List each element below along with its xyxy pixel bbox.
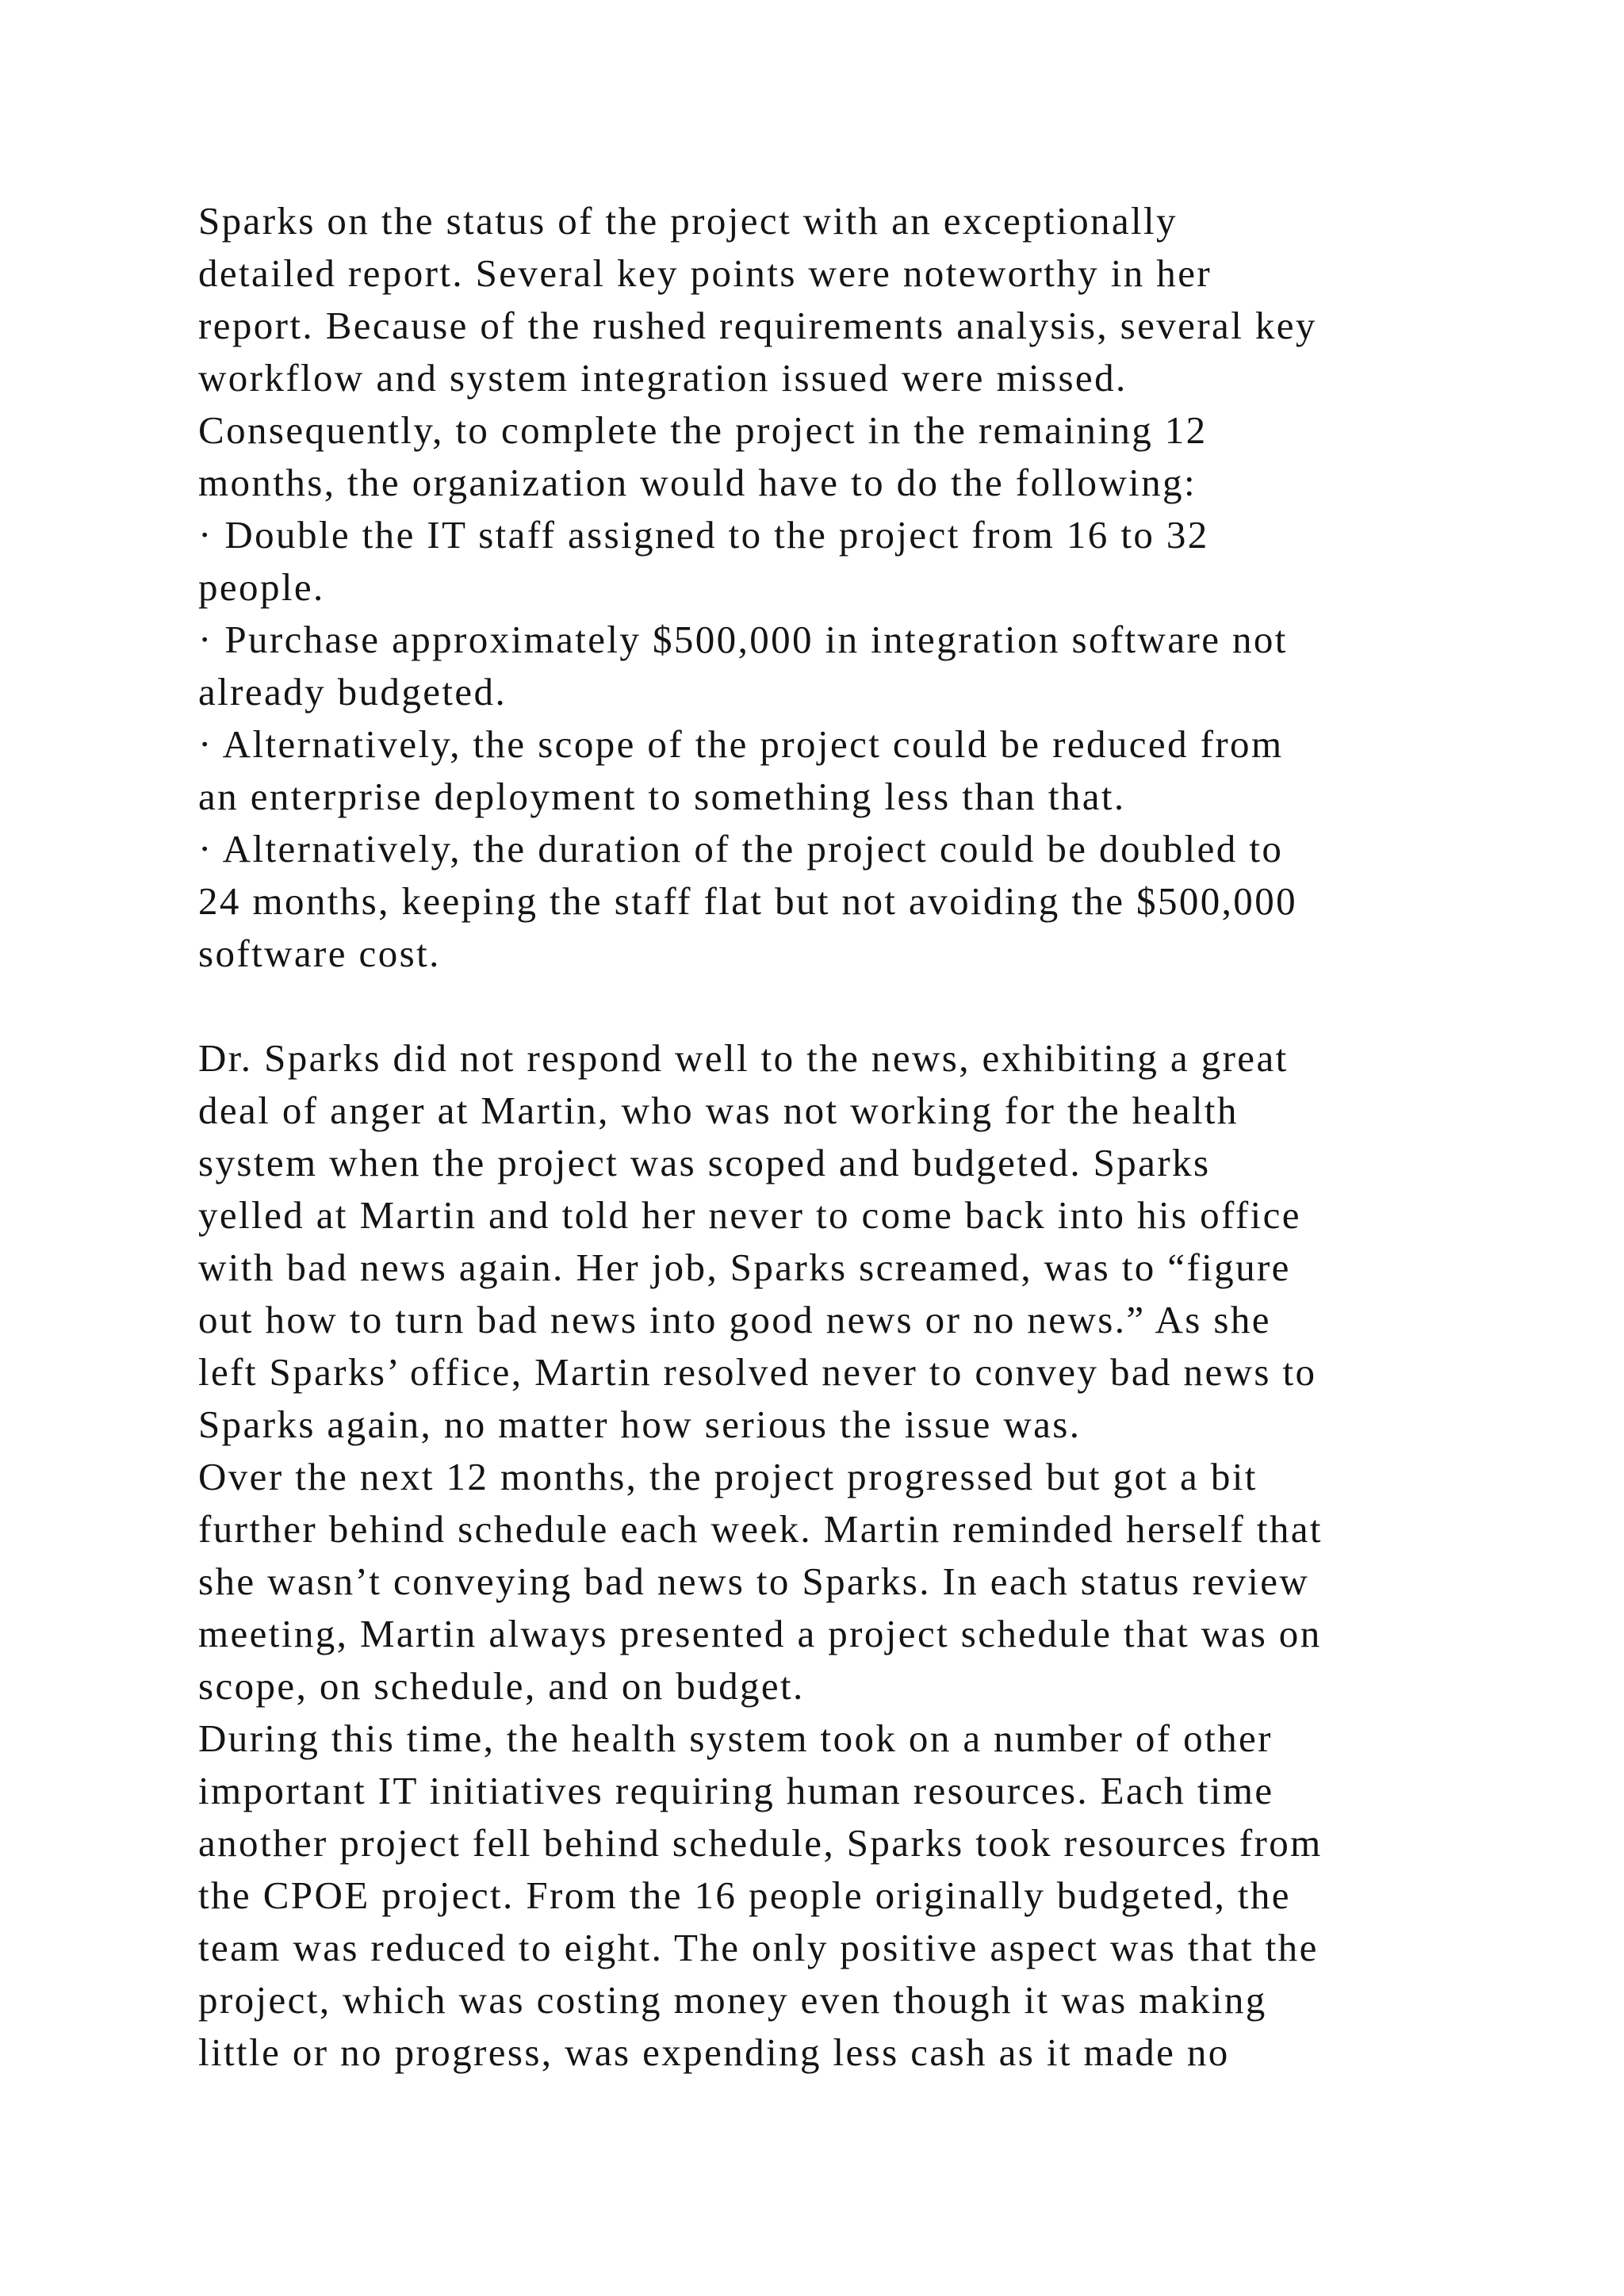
text-line: the CPOE project. From the 16 people originally budgeted, the	[198, 1873, 1291, 1917]
bullet-list	[198, 509, 1467, 980]
document-body	[198, 195, 1467, 2079]
text-line: left Sparks’ office, Martin resolved never to convey bad news to	[198, 1350, 1317, 1394]
text-line: During this time, the health system took on a number of other	[198, 1716, 1273, 1760]
bullet-item-reduce-scope	[198, 718, 1467, 823]
text-line: · Alternatively, the scope of the project could be reduced from	[198, 722, 1284, 766]
text-line: · Purchase approximately $500,000 in integration software not	[198, 618, 1288, 661]
text-line: already budgeted.	[198, 670, 508, 714]
text-line: with bad news again. Her job, Sparks screamed, was to “figure	[198, 1246, 1291, 1289]
text-line: 24 months, keeping the staff flat but not avoiding the $500,000	[198, 879, 1298, 923]
text-line: software cost.	[198, 932, 441, 975]
text-line: months, the organization would have to do the following:	[198, 461, 1197, 504]
text-line: further behind schedule each week. Martin reminded herself that	[198, 1507, 1323, 1551]
text-line: Sparks on the status of the project with an exceptionally	[198, 199, 1178, 243]
paragraph-other-initiatives	[198, 1712, 1467, 2079]
text-line: yelled at Martin and told her never to come back into his office	[198, 1193, 1301, 1237]
paragraph-sparks-reaction	[198, 1032, 1467, 1451]
text-line: report. Because of the rushed requirements analysis, several key	[198, 304, 1317, 347]
text-line: scope, on schedule, and on budget.	[198, 1664, 805, 1708]
text-line: project, which was costing money even though it was making	[198, 1978, 1267, 2022]
text-line: · Alternatively, the duration of the project could be doubled to	[198, 827, 1284, 871]
text-line: out how to turn bad news into good news or no news.” As she	[198, 1298, 1271, 1341]
text-line: workflow and system integration issued were missed.	[198, 356, 1128, 400]
paragraph-status-report	[198, 195, 1467, 509]
text-line: important IT initiatives requiring human resources. Each time	[198, 1769, 1274, 1812]
text-line: Dr. Sparks did not respond well to the news, exhibiting a great	[198, 1036, 1289, 1080]
text-line: Sparks again, no matter how serious the issue was.	[198, 1402, 1082, 1446]
bullet-item-double-duration	[198, 823, 1467, 980]
text-line: Consequently, to complete the project in the remaining 12	[198, 408, 1208, 452]
text-line: · Double the IT staff assigned to the project from 16 to 32	[198, 513, 1209, 557]
text-line: little or no progress, was expending less cash as it made no	[198, 2030, 1230, 2074]
text-line: system when the project was scoped and budgeted. Sparks	[198, 1141, 1211, 1184]
text-line: meeting, Martin always presented a project schedule that was on	[198, 1612, 1322, 1655]
text-line: Over the next 12 months, the project progressed but got a bit	[198, 1455, 1258, 1498]
bullet-item-double-staff	[198, 509, 1467, 614]
text-line: people.	[198, 565, 325, 609]
text-line: team was reduced to eight. The only positive aspect was that the	[198, 1926, 1319, 1969]
text-line: she wasn’t conveying bad news to Sparks. In each status review	[198, 1559, 1310, 1603]
text-line: an enterprise deployment to something less than that.	[198, 775, 1126, 818]
text-line: detailed report. Several key points were noteworthy in her	[198, 251, 1212, 295]
text-line: deal of anger at Martin, who was not working for the health	[198, 1089, 1239, 1132]
paragraph-next-12-months	[198, 1451, 1467, 1712]
paragraph-spacer	[198, 980, 1467, 1032]
bullet-item-purchase-software	[198, 614, 1467, 718]
text-line: another project fell behind schedule, Sparks took resources from	[198, 1821, 1323, 1865]
